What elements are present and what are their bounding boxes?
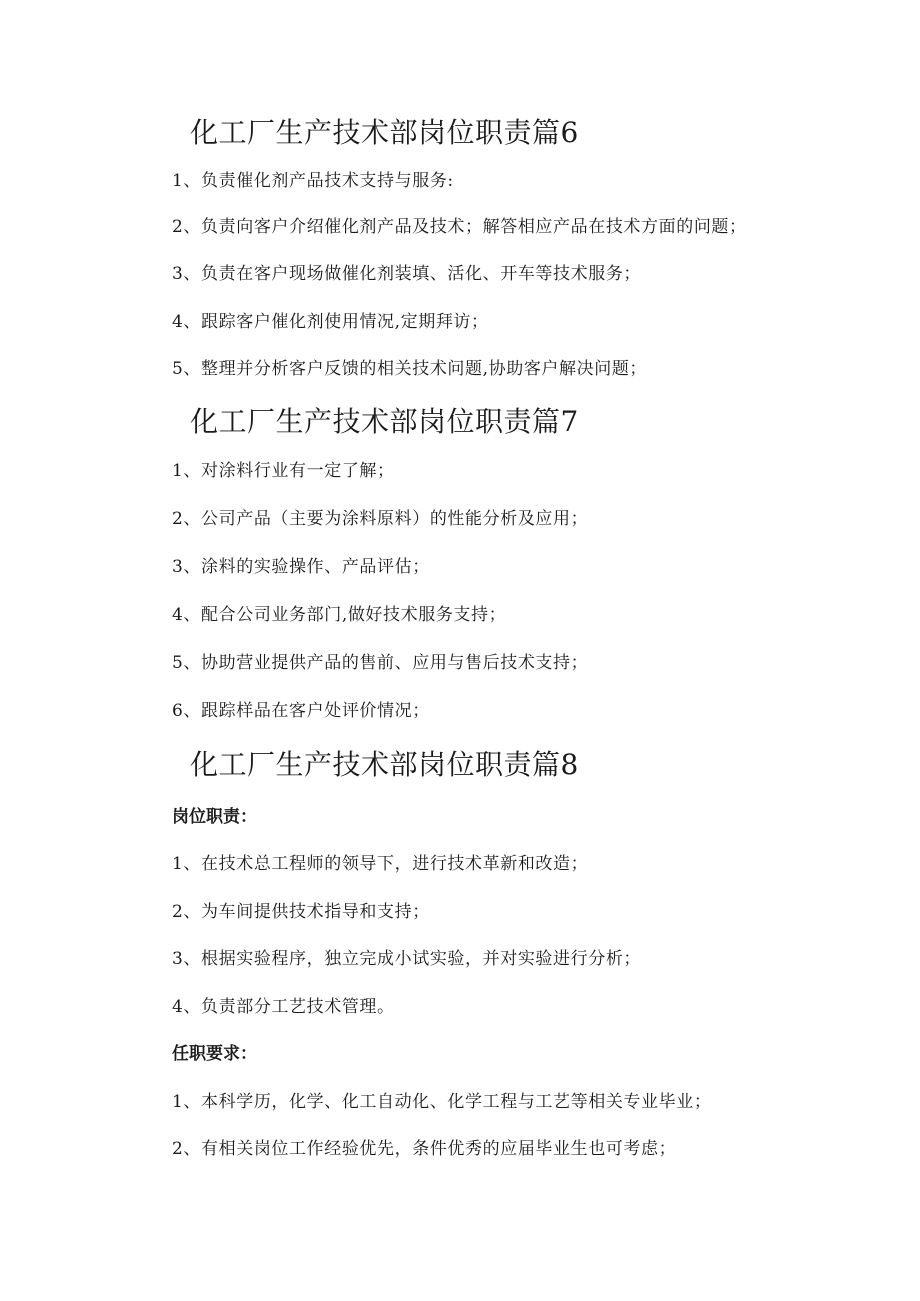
section-8-title: 化工厂生产技术部岗位职责篇8 — [190, 748, 579, 781]
duty-item-3: 3、根据实验程序，独立完成小试实验，并对实验进行分析； — [172, 949, 642, 969]
requirement-item-2: 2、有相关岗位工作经验优先，条件优秀的应届毕业生也可考虑； — [172, 1139, 677, 1159]
section-7-item-2: 2、公司产品（主要为涂料原料）的性能分析及应用； — [172, 509, 589, 529]
section-7-item-4: 4、配合公司业务部门,做好技术服务支持； — [172, 605, 507, 625]
section-6-item-3: 3、负责在客户现场做催化剂装填、活化、开车等技术服务； — [172, 264, 642, 284]
section-7-item-6: 6、跟踪样品在客户处评价情况； — [172, 701, 430, 721]
requirements-label: 任职要求： — [172, 1044, 257, 1064]
section-6-item-4: 4、跟踪客户催化剂使用情况,定期拜访； — [172, 312, 489, 332]
duties-label: 岗位职责： — [172, 807, 257, 827]
section-7-title: 化工厂生产技术部岗位职责篇7 — [190, 405, 579, 438]
section-6-title: 化工厂生产技术部岗位职责篇6 — [190, 116, 579, 149]
duty-item-4: 4、负责部分工艺技术管理。 — [172, 997, 395, 1017]
section-7-item-1: 1、对涂料行业有一定了解； — [172, 461, 395, 481]
section-7-item-3: 3、涂料的实验操作、产品评估； — [172, 557, 430, 577]
duty-item-1: 1、在技术总工程师的领导下，进行技术革新和改造； — [172, 854, 589, 874]
section-6-item-5: 5、整理并分析客户反馈的相关技术问题,协助客户解决问题； — [172, 359, 648, 379]
section-6-item-1: 1、负责催化剂产品技术支持与服务: — [172, 171, 454, 191]
section-7-item-5: 5、协助营业提供产品的售前、应用与售后技术支持； — [172, 653, 589, 673]
requirement-item-1: 1、本科学历，化学、化工自动化、化学工程与工艺等相关专业毕业； — [172, 1092, 712, 1112]
duty-item-2: 2、为车间提供技术指导和支持； — [172, 902, 430, 922]
section-6-item-2: 2、负责向客户介绍催化剂产品及技术；解答相应产品在技术方面的问题； — [172, 217, 747, 237]
